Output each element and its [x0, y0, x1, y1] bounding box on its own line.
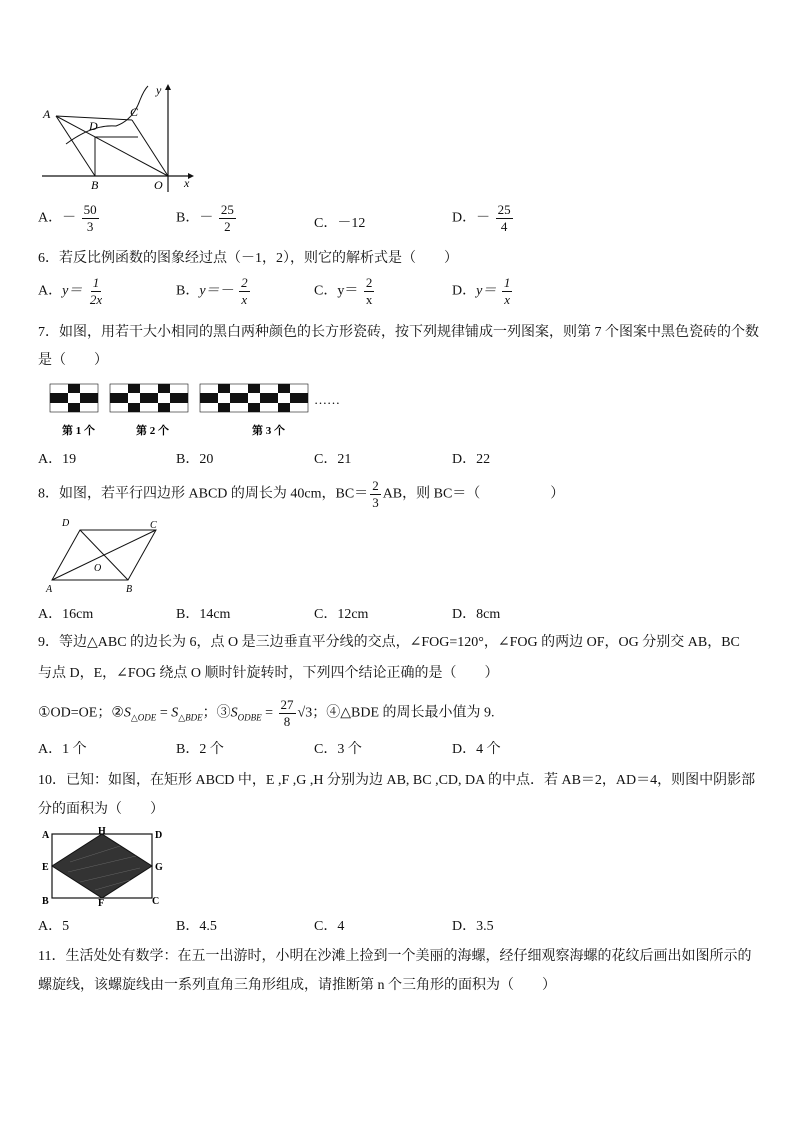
tile-label-1: 第 1 个 [62, 425, 95, 437]
tile-label-2: 第 2 个 [136, 425, 169, 437]
q9-stem-line2: 与点 D，E，∠FOG 绕点 O 顺时针旋转时，下列四个结论正确的是（ ） [38, 666, 499, 681]
q7-option-c[interactable]: C．21 [314, 452, 352, 467]
q8-stem: 8．如图，若平行四边形 ABCD 的周长为 40cm，BC＝ $\frac{2}{3}$ AB，则 BC＝（ ） [38, 478, 565, 510]
q5-option-d[interactable]: D．－ $\frac{25}{4}$ [452, 202, 511, 234]
label-H: H [98, 826, 106, 837]
label-C: C [152, 896, 160, 907]
q6-option-a[interactable]: A．y＝ $\frac{1}{2x}$ [38, 275, 103, 307]
q5-option-c[interactable]: C．－12 [314, 216, 366, 231]
label-E: E [42, 862, 49, 873]
q6-option-c[interactable]: C．y＝ $\frac{2}{x}$ [314, 275, 373, 307]
q5-option-a[interactable]: A．－ $\frac{50}{3}$ [38, 202, 97, 234]
q8-option-a[interactable]: A．16cm [38, 607, 94, 622]
label-D: D [62, 518, 70, 529]
q10-option-d[interactable]: D．3.5 [452, 919, 494, 934]
q6-option-d[interactable]: D．y＝ $\frac{1}{x}$ [452, 275, 511, 307]
q9-option-d[interactable]: D．4 个 [452, 742, 501, 757]
label-F: F [98, 898, 105, 908]
label-D: D [155, 830, 163, 841]
label-A: A [43, 107, 51, 121]
q8-parallelogram-figure [44, 516, 174, 594]
tile-ellipsis: …… [314, 392, 340, 407]
q9-conclusions: ①OD=OE；$②S_{\triangle ODE} = S_{\triangle BDE}$；$③S_{ODBE}$ = $\frac{27}{8}$ √3；④△BDE 的周长最小值为 9. [38, 697, 495, 729]
q8-option-b[interactable]: B．14cm [176, 607, 231, 622]
q7-stem-line2: 是（ ） [38, 353, 108, 368]
label-C: C [150, 520, 157, 531]
q10-option-b[interactable]: B．4.5 [176, 919, 217, 934]
q7-stem-line1: 7．如图，用若干大小相同的黑白两种颜色的长方形瓷砖，按下列规律铺成一列图案，则第 7 个图案中黑色瓷砖的个数 [38, 325, 759, 340]
q10-stem-line1: 10．已知：如图，在矩形 ABCD 中，E ,F ,G ,H 分别为边 AB, BC ,CD, DA 的中点．若 AB＝2，AD＝4，则图中阴影部 [38, 773, 756, 788]
q11-stem-line1: 11．生活处处有数学：在五一出游时，小明在沙滩上捡到一个美丽的海螺，经仔细观察海螺的花纹后画出如图所示的 [38, 949, 752, 964]
q8-option-d[interactable]: D．8cm [452, 607, 501, 622]
q8-option-c[interactable]: C．12cm [314, 607, 369, 622]
label-B: B [126, 584, 133, 594]
label-A: A [42, 830, 50, 841]
q10-stem-line2: 分的面积为（ ） [38, 802, 164, 817]
tile-label-3: 第 3 个 [252, 425, 285, 437]
label-O: O [94, 563, 102, 574]
q7-option-d[interactable]: D．22 [452, 452, 491, 467]
q5-figure [38, 82, 198, 194]
label-O: O [154, 178, 163, 192]
q7-option-a[interactable]: A．19 [38, 452, 77, 467]
q9-option-c[interactable]: C．3 个 [314, 742, 362, 757]
q10-rectangle-figure [40, 826, 170, 908]
q7-option-b[interactable]: B．20 [176, 452, 214, 467]
q10-option-c[interactable]: C．4 [314, 919, 345, 934]
label-B: B [42, 896, 49, 907]
label-A: A [46, 584, 53, 594]
q6-stem: 6．若反比例函数的图象经过点（－1，2），则它的解析式是（ ） [38, 251, 458, 266]
q7-tile-figure [44, 380, 364, 440]
label-x: x [184, 176, 190, 190]
label-D: D [89, 119, 98, 133]
q5-option-b[interactable]: B．－ $\frac{25}{2}$ [176, 202, 234, 234]
label-C: C [130, 105, 139, 119]
q10-option-a[interactable]: A．5 [38, 919, 70, 934]
q9-stem-line1: 9．等边△ABC 的边长为 6，点 O 是三边垂直平分线的交点，∠FOG=120°，∠FOG 的两边 OF，OG 分别交 AB，BC [38, 635, 740, 650]
label-B: B [91, 178, 99, 192]
q11-stem-line2: 螺旋线，该螺旋线由一系列直角三角形组成，请推断第 n 个三角形的面积为（ ） [38, 978, 556, 993]
label-y: y [156, 83, 162, 97]
q9-option-b[interactable]: B．2 个 [176, 742, 224, 757]
q6-option-b[interactable]: B．y＝－ $\frac{2}{x}$ [176, 275, 248, 307]
q9-option-a[interactable]: A．1 个 [38, 742, 87, 757]
label-G: G [155, 862, 163, 873]
